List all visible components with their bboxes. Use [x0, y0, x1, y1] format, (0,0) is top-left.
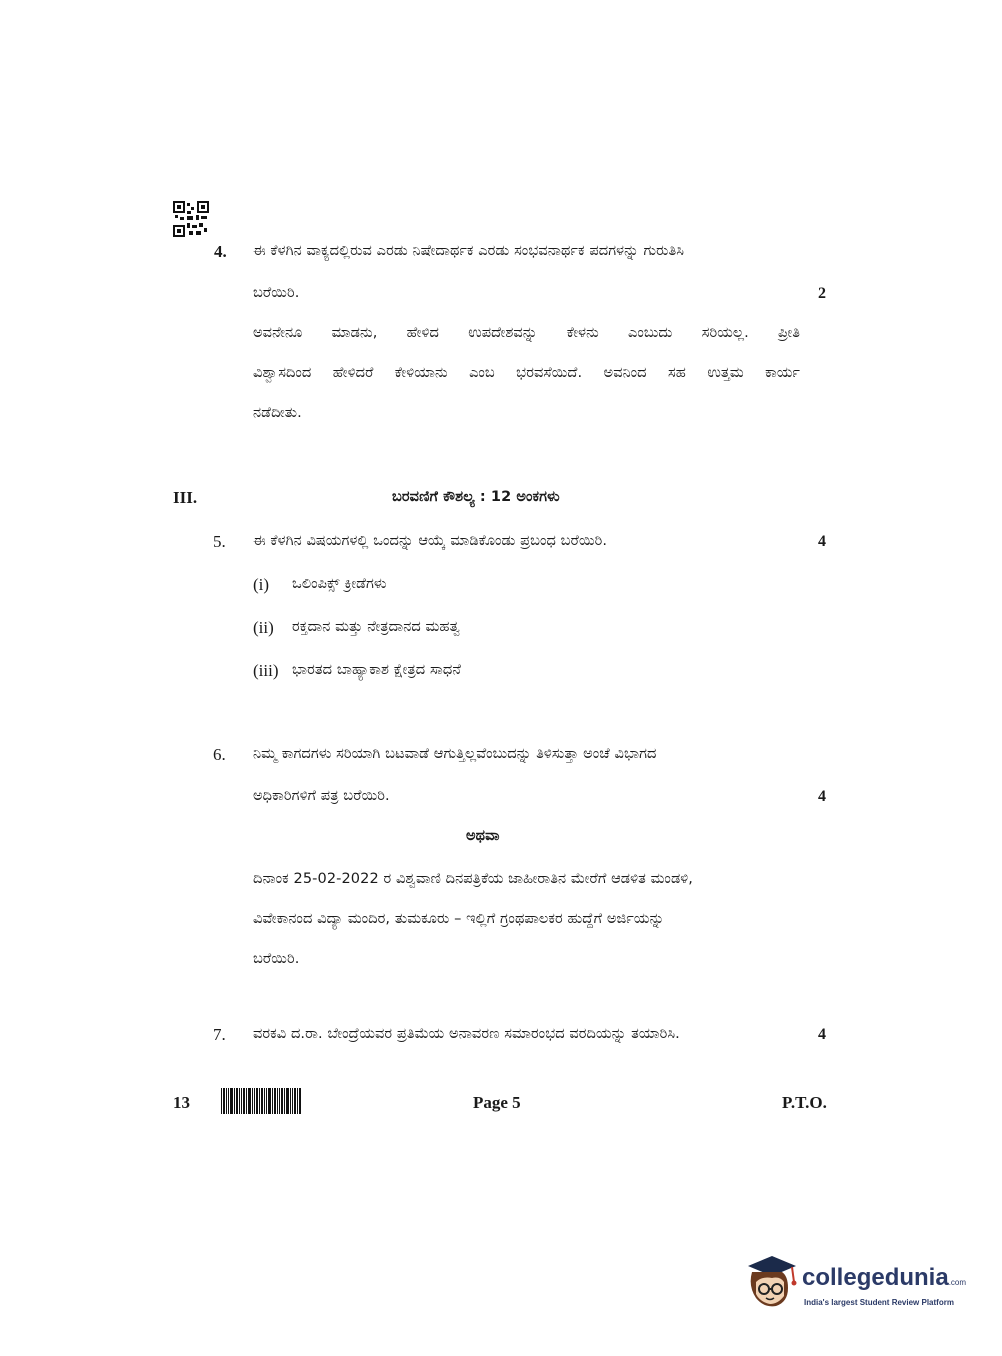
- option-label: (i): [253, 575, 270, 594]
- question-text-line: ನಿಮ್ಮ ಕಾಗದಗಳು ಸರಿಯಾಗಿ ಬಟವಾಡೆ ಆಗುತ್ತಿಲ್ಲವೆಂಬುದನ್ನು ತಿಳಿಸುತ್ತಾ ಅಂಚೆ ವಿಭಾಗದ: [253, 746, 657, 762]
- collegedunia-logo: [742, 1248, 972, 1318]
- question-text-line: ಈ ಕೆಳಗಿನ ವಾಕ್ಯದಲ್ಲಿರುವ ಎರಡು ನಿಷೇದಾರ್ಥಕ ಎರಡು ಸಂಭವನಾರ್ಥಕ ಪದಗಳನ್ನು ಗುರುತಿಸಿ: [253, 243, 685, 259]
- qr-code-icon: [173, 201, 209, 241]
- option-text: ಭಾರತದ ಬಾಹ್ಯಾಕಾಶ ಕ್ಷೇತ್ರದ ಸಾಧನೆ: [292, 662, 462, 678]
- question-number: 7.: [213, 1025, 226, 1044]
- or-label: ಅಥವಾ: [466, 828, 500, 844]
- question-text-line: ಬರೆಯಿರಿ.: [253, 285, 300, 301]
- barcode-icon: [221, 1088, 302, 1114]
- brand-name: collegedunia: [802, 1264, 949, 1291]
- question-number: 4.: [214, 242, 227, 261]
- brand-suffix: .com: [948, 1278, 967, 1287]
- option-label: (iii): [253, 661, 279, 680]
- option-text: ಒಲಿಂಪಿಕ್ಸ್ ಕ್ರೀಡೆಗಳು: [292, 576, 387, 592]
- marks-value: 4: [818, 788, 826, 805]
- question-number: 5.: [213, 532, 226, 551]
- paper-code: 13: [173, 1093, 190, 1112]
- brand-tagline: India's largest Student Review Platform: [804, 1298, 954, 1307]
- section-number: III.: [173, 488, 198, 507]
- section-heading: ಬರವಣಿಗೆ ಕೌಶಲ್ಯ : 12 ಅಂಕಗಳು: [392, 489, 560, 505]
- passage-line: ವಿಶ್ವಾಸದಿಂದ ಹೇಳಿದರೆ ಕೇಳಿಯಾನು ಎಂಬ ಭರವಸೆಯಿದೆ. ಅವನಿಂದ ಸಹ ಉತ್ತಮ ಕಾರ್ಯ: [253, 365, 800, 381]
- question-text-line: ಅಧಿಕಾರಿಗಳಿಗೆ ಪತ್ರ ಬರೆಯಿರಿ.: [253, 788, 390, 804]
- question-text: ವರಕವಿ ದ.ರಾ. ಬೇಂದ್ರೆಯವರ ಪ್ರತಿಮೆಯ ಅನಾವರಣ ಸಮಾರಂಭದ ವರದಿಯನ್ನು ತಯಾರಿಸಿ.: [253, 1026, 680, 1042]
- passage-line: ನಡೆದೀತು.: [253, 405, 302, 421]
- pto-label: P.T.O.: [782, 1093, 827, 1112]
- question-number: 6.: [213, 745, 226, 764]
- passage-line: ಅವನೇನೂ ಮಾಡನು, ಹೇಳಿದ ಉಪದೇಶವನ್ನು ಕೇಳನು ಎಂಬುದು ಸರಿಯಲ್ಲ. ಪ್ರೀತಿ: [253, 325, 800, 341]
- alternative-text-line: ದಿನಾಂಕ 25-02-2022 ರ ವಿಶ್ವವಾಣಿ ದಿನಪತ್ರಿಕೆಯ ಜಾಹೀರಾತಿನ ಮೇರೆಗೆ ಆಡಳಿತ ಮಂಡಳಿ,: [253, 871, 693, 887]
- alternative-text-line: ಬರೆಯಿರಿ.: [253, 951, 300, 967]
- marks-value: 4: [818, 1026, 826, 1043]
- page-number: Page 5: [473, 1093, 521, 1112]
- question-text: ಈ ಕೆಳಗಿನ ವಿಷಯಗಳಲ್ಲಿ ಒಂದನ್ನು ಆಯ್ಕೆ ಮಾಡಿಕೊಂಡು ಪ್ರಬಂಧ ಬರೆಯಿರಿ.: [253, 533, 608, 549]
- option-text: ರಕ್ತದಾನ ಮತ್ತು ನೇತ್ರದಾನದ ಮಹತ್ವ: [292, 619, 460, 635]
- marks-value: 2: [818, 285, 826, 302]
- alternative-text-line: ವಿವೇಕಾನಂದ ವಿದ್ಯಾ ಮಂದಿರ, ತುಮಕೂರು – ಇಲ್ಲಿಗೆ ಗ್ರಂಥಪಾಲಕರ ಹುದ್ದೆಗೆ ಅರ್ಜಿಯನ್ನು: [253, 911, 665, 927]
- option-label: (ii): [253, 618, 274, 637]
- marks-value: 4: [818, 533, 826, 550]
- mascot-icon: [742, 1252, 800, 1314]
